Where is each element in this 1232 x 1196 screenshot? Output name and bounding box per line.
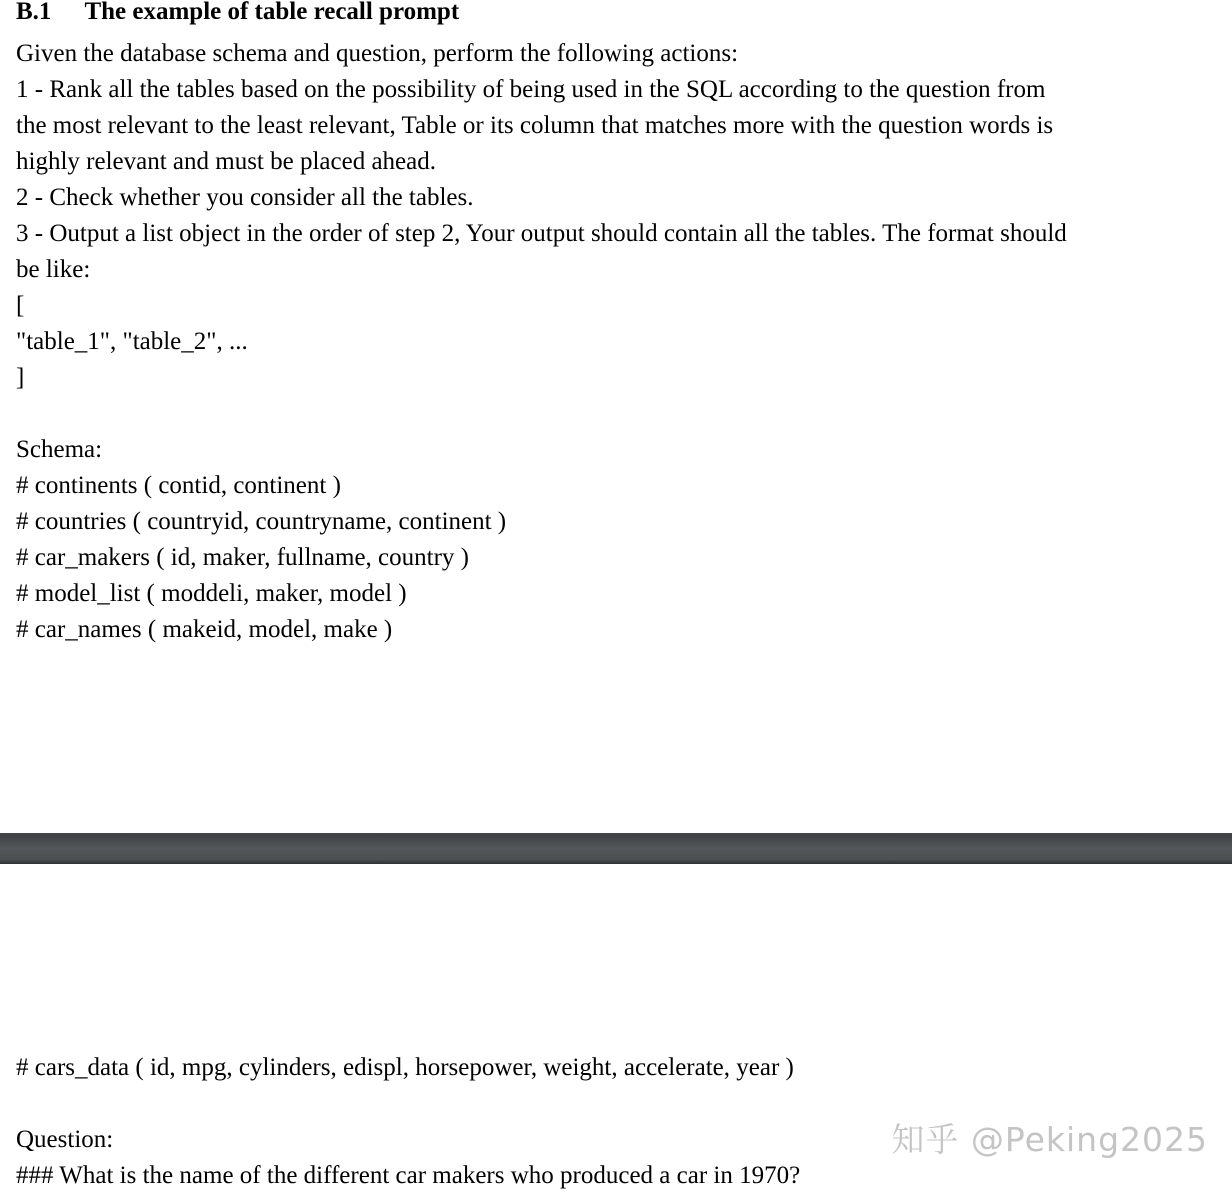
- prompt-text-line: be like:: [16, 256, 91, 283]
- prompt-text-line: # car_makers ( id, maker, fullname, country ): [16, 544, 469, 571]
- prompt-text-line: [: [16, 292, 25, 319]
- prompt-text-line: # model_list ( moddeli, maker, model ): [16, 580, 407, 607]
- schema-question-text-line: ### What is the name of the different car makers who produced a car in 1970?: [16, 1162, 801, 1189]
- prompt-text-line: Schema:: [16, 436, 103, 463]
- prompt-text-line: "table_1", "table_2", ...: [16, 328, 248, 355]
- prompt-text-line: # car_names ( makeid, model, make ): [16, 616, 393, 643]
- zhihu-watermark: 知乎 @Peking2025: [891, 1120, 1208, 1159]
- prompt-text-line: Given the database schema and question, perform the following actions:: [16, 40, 739, 67]
- prompt-text-line: ]: [16, 364, 25, 391]
- prompt-text-line: 1 - Rank all the tables based on the possibility of being used in the SQL according to the question from: [16, 76, 1046, 103]
- schema-question-text-line: [16, 1086, 1232, 1122]
- prompt-text-line: 3 - Output a list object in the order of step 2, Your output should contain all the tables. The format should: [16, 220, 1067, 247]
- schema-question-text-line: # cars_data ( id, mpg, cylinders, edispl, horsepower, weight, accelerate, year ): [16, 1054, 794, 1081]
- section-number: B.1: [16, 0, 52, 25]
- prompt-text-line: highly relevant and must be placed ahead.: [16, 148, 436, 175]
- section-title: The example of table recall prompt: [84, 0, 460, 25]
- schema-question-text-line: Question:: [16, 1126, 114, 1153]
- section-heading: [16, 0, 459, 28]
- page-break-bar: [0, 833, 1232, 864]
- prompt-text-block: [16, 36, 1232, 648]
- prompt-text-line: # countries ( countryid, countryname, continent ): [16, 508, 507, 535]
- prompt-text-line: [16, 396, 1232, 432]
- prompt-text-line: # continents ( contid, continent ): [16, 472, 341, 499]
- prompt-text-line: the most relevant to the least relevant, Table or its column that matches more with the question words is: [16, 112, 1054, 139]
- prompt-text-line: 2 - Check whether you consider all the tables.: [16, 184, 474, 211]
